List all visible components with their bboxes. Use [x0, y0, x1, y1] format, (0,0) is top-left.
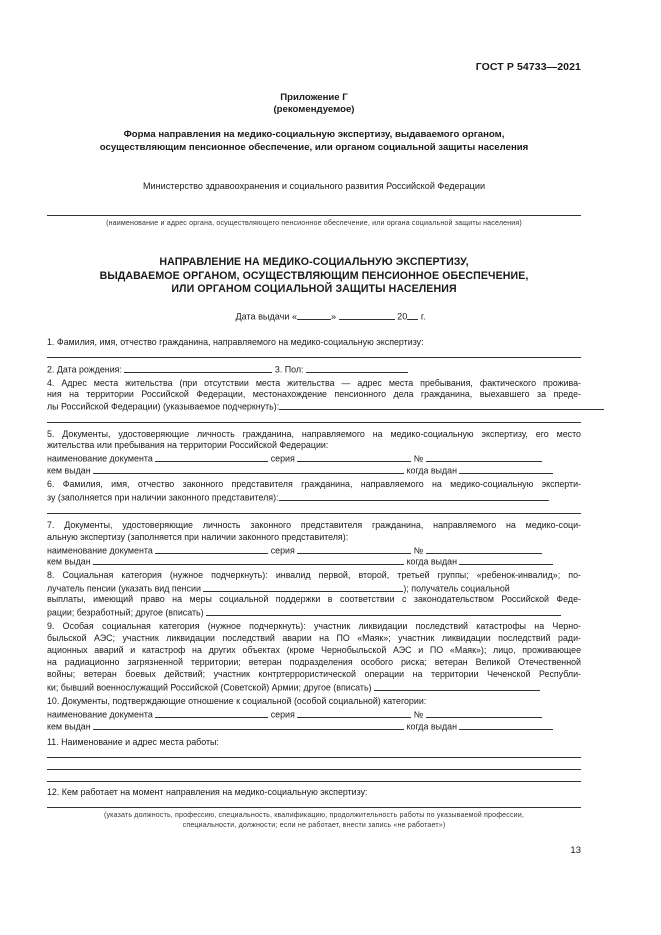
item-9-line-2: быльской АЭС; участник ликвидации последствий аварии на ПО «Маяк»; участник ликвидации последствий ради-: [47, 633, 581, 643]
item-8-line-2: [47, 582, 581, 595]
rep-doc-issued-when-label: когда выдан: [406, 556, 457, 567]
form-title: [47, 128, 581, 154]
rep-doc-number-blank[interactable]: [426, 544, 542, 554]
cat-doc-number-blank[interactable]: [426, 708, 542, 718]
issue-month-blank[interactable]: [339, 310, 395, 320]
appendix-header: [47, 92, 581, 115]
address-blank[interactable]: [279, 400, 604, 410]
item-8-line-4: [47, 606, 581, 619]
cat-doc-series-label: серия: [270, 709, 295, 720]
doc-issued-when-label: когда выдан: [406, 465, 457, 476]
issue-year-suffix: г.: [420, 311, 426, 322]
issue-year-blank[interactable]: [407, 310, 418, 320]
item-8-line-1: 8. Социальная категория (нужное подчеркнуть): инвалид первой, второй, третьей группы; «ребенок-инвалид»; по-: [47, 570, 581, 580]
form-title-line-2: осуществляющим пенсионное обеспечение, или органом социальной защиты населения: [99, 142, 529, 153]
item-9-line-6-text: ки; бывший военнослужащий Российской (Советской) Армии; другое (вписать): [47, 682, 372, 693]
cat-doc-number-label: №: [413, 709, 424, 720]
rep-doc-name-blank[interactable]: [155, 544, 268, 554]
heading-line-1: НАПРАВЛЕНИЕ НА МЕДИКО-СОЦИАЛЬНУЮ ЭКСПЕРТИЗУ,: [159, 256, 469, 268]
item-5-doc-row: [47, 452, 581, 465]
doc-issued-by-label: кем выдан: [47, 465, 91, 476]
cat-doc-issued-by-blank[interactable]: [93, 720, 404, 730]
item-8-line-2-tail: ); получатель социальной: [403, 583, 510, 594]
item-1-line[interactable]: [47, 357, 581, 358]
item-8-line-3: выплаты, имеющий право на меры социальной поддержки в соответствии с законодательством Российской Феде-: [47, 594, 581, 604]
cat-doc-series-blank[interactable]: [297, 708, 411, 718]
item-11-line-3[interactable]: [47, 781, 581, 782]
cat-doc-issued-when-blank[interactable]: [459, 720, 553, 730]
rep-doc-series-label: серия: [270, 545, 295, 556]
item-10-doc-row: [47, 708, 581, 721]
ministry-name: Министерство здравоохранения и социального развития Российской Федерации: [142, 181, 486, 191]
work-note-line-2: специальности, должности; если не работает, внести запись «не работает»): [182, 820, 446, 829]
special-category-other-blank[interactable]: [374, 681, 540, 691]
doc-name-blank[interactable]: [155, 452, 268, 462]
heading-line-2: ВЫДАВАЕМОЕ ОРГАНОМ, ОСУЩЕСТВЛЯЮЩИМ ПЕНСИОННОЕ ОБЕСПЕЧЕНИЕ,: [99, 269, 529, 282]
item-5-line-2: жительства или пребывания на территории Российской Федерации:: [47, 440, 329, 450]
work-note-line-1: (указать должность, профессию, специальность, квалификацию, продолжительность работы по указываемой профессии,: [103, 811, 525, 819]
item-6-line-1: 6. Фамилия, имя, отчество законного представителя гражданина, направляемого на медико-социальную эксперти-: [47, 479, 581, 489]
organ-name-note: (наименование и адрес органа, осуществляющего пенсионное обеспечение, или органа социальной защиты населения): [106, 219, 522, 227]
item-10-issue-row: [47, 720, 581, 733]
issue-day-blank[interactable]: [297, 310, 331, 320]
gender-blank[interactable]: [306, 363, 408, 373]
item-10-label: 10. Документы, подтверждающие отношение к социальной (особой социальной) категории:: [47, 696, 427, 706]
rep-doc-issued-when-blank[interactable]: [459, 555, 553, 565]
doc-number-blank[interactable]: [426, 452, 542, 462]
representative-name-blank[interactable]: [279, 491, 549, 501]
doc-series-label: серия: [270, 453, 295, 464]
item-9-line-5: войны; ветеран боевых действий; участник контртеррористической операции на территории Чеченской Республи-: [47, 669, 581, 679]
rep-doc-name-label: наименование документа: [47, 545, 153, 556]
appendix-subtitle: (рекомендуемое): [273, 103, 355, 115]
item-5-issue-row: [47, 464, 581, 477]
appendix-title: Приложение Г: [280, 92, 348, 103]
document-heading: [47, 256, 581, 297]
rep-doc-number-label: №: [413, 545, 424, 556]
item-8-line-4-text: рации; безработный; другое (вписать): [47, 607, 204, 618]
item-11-label: 11. Наименование и адрес места работы:: [47, 737, 219, 747]
item-4-line-3-text: лы Российской Федерации) (указываемое подчеркнуть):: [47, 401, 280, 412]
item-7-line-1: 7. Документы, удостоверяющие личность законного представителя гражданина, направляемого на медико-соци-: [47, 520, 581, 530]
issue-year-prefix: 20: [397, 311, 408, 322]
item-2-label: 2. Дата рождения:: [47, 364, 122, 375]
item-3-label: 3. Пол:: [274, 364, 304, 375]
rep-doc-series-blank[interactable]: [297, 544, 411, 554]
social-category-other-blank[interactable]: [206, 606, 561, 616]
doc-issued-by-blank[interactable]: [93, 464, 404, 474]
item-4-line-2: ния на территории Российской Федерации, местонахождение пенсионного дела гражданина, выехавшего за преде-: [47, 389, 581, 399]
item-7-issue-row: [47, 555, 581, 568]
heading-line-3: ИЛИ ОРГАНОМ СОЦИАЛЬНОЙ ЗАЩИТЫ НАСЕЛЕНИЯ: [171, 283, 457, 296]
doc-number-label: №: [413, 453, 424, 464]
item-8-line-2-text: лучатель пенсии (указать вид пенсии: [47, 583, 201, 594]
rep-doc-issued-by-label: кем выдан: [47, 556, 91, 567]
work-note: [47, 811, 581, 830]
form-title-line-1: Форма направления на медико-социальную экспертизу, выдаваемого органом,: [123, 129, 505, 140]
doc-name-label: наименование документа: [47, 453, 153, 464]
page-number: 13: [570, 845, 581, 856]
item-6-line[interactable]: [47, 513, 581, 514]
issue-date-mid: »: [331, 311, 337, 322]
pension-type-blank[interactable]: [203, 582, 403, 592]
doc-issued-when-blank[interactable]: [459, 464, 553, 474]
issue-date: [0, 310, 661, 322]
item-9-line-6: [47, 681, 581, 694]
item-2-3-row: [47, 363, 581, 376]
organ-name-line: [47, 215, 581, 216]
item-4-line-1: 4. Адрес места жительства (при отсутствии места жительства — адрес места пребывания, фактического прожива-: [47, 378, 581, 388]
rep-doc-issued-by-blank[interactable]: [93, 555, 404, 565]
item-6-line-2: [47, 491, 581, 504]
doc-series-blank[interactable]: [297, 452, 411, 462]
item-4-line-3: [47, 400, 581, 413]
standard-code: ГОСТ Р 54733—2021: [475, 61, 581, 73]
item-11-line-2[interactable]: [47, 769, 581, 770]
item-5-line-1: 5. Документы, удостоверяющие личность гражданина, направляемого на медико-социальную экспертизу, его место: [47, 429, 581, 439]
item-11-line-1[interactable]: [47, 757, 581, 758]
item-12-label: 12. Кем работает на момент направления на медико-социальную экспертизу:: [47, 787, 368, 797]
item-6-line-2-text: зу (заполняется при наличии законного представителя):: [47, 492, 279, 503]
item-9-line-1: 9. Особая социальная категория (нужное подчеркнуть): участник ликвидации последствий катастрофы на Черно-: [47, 621, 581, 631]
cat-doc-issued-when-label: когда выдан: [406, 721, 457, 732]
cat-doc-name-label: наименование документа: [47, 709, 153, 720]
issue-date-label: Дата выдачи «: [235, 311, 298, 322]
item-12-line[interactable]: [47, 807, 581, 808]
item-1-label: 1. Фамилия, имя, отчество гражданина, направляемого на медико-социальную экспертизу:: [47, 337, 424, 347]
birth-date-blank[interactable]: [124, 363, 272, 373]
cat-doc-issued-by-label: кем выдан: [47, 721, 91, 732]
item-7-line-2: альную экспертизу (заполняется при наличии законного представителя):: [47, 532, 349, 542]
cat-doc-name-blank[interactable]: [155, 708, 268, 718]
item-9-line-3: ационных аварий и катастроф на других объектах (кроме Чернобыльской АЭС и ПО «Маяк»); лицо, проживающее: [47, 645, 581, 655]
item-9-line-4: на радиационно загрязненной территории; ветеран подразделения особого риска; ветеран Великой Отечественной: [47, 657, 581, 667]
item-4-line[interactable]: [47, 422, 581, 423]
